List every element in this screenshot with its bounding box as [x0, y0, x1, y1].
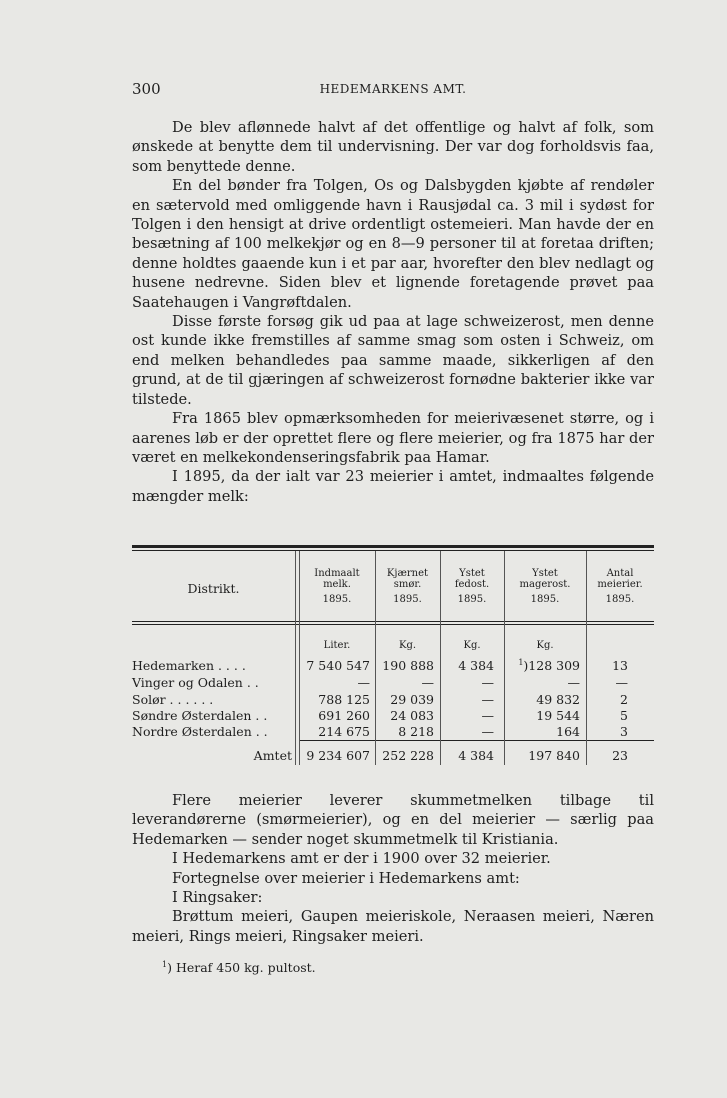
footnote-text: ) Heraf 450 kg. pultost.: [167, 960, 316, 976]
cell-smor: 8 218: [398, 724, 434, 739]
cell-melk: 214 675: [318, 724, 370, 739]
cell-fedost: 4 384: [458, 658, 494, 673]
cell-magerost: 19 544: [536, 708, 580, 723]
total-melk: 9 234 607: [306, 748, 370, 763]
paragraph: Fra 1865 blev opmærksomheden for meierivæsenet større, og i aarenes løb er der oprettet flere og flere meierier, og fra 1875 har der været en melkekondenseringsfabrik paa Hamar.: [132, 410, 654, 466]
total-label: Amtet: [253, 748, 292, 763]
unit-label: Liter.: [323, 640, 351, 651]
cell-magerost: 164: [556, 724, 580, 739]
cell-fedost: —: [481, 692, 494, 707]
district-name: Hedemarken . . . .: [132, 658, 246, 673]
header-rule: [132, 621, 654, 622]
cell-antal: 5: [620, 708, 628, 723]
footnote: [162, 960, 316, 975]
footnote-mark: 1: [162, 960, 168, 969]
total-smor: 252 228: [382, 748, 434, 763]
paragraph: Brøttum meieri, Gaupen meieriskole, Neraasen meieri, Næren meieri, Rings meieri, Ringsaker meieri.: [132, 908, 654, 945]
district-name: Nordre Østerdalen . .: [132, 724, 268, 739]
cell-antal: 3: [620, 724, 628, 739]
paragraph: I 1895, da der ialt var 23 meierier i amtet, indmaaltes følgende mængder melk:: [132, 468, 654, 505]
cell-smor: —: [421, 675, 434, 690]
district-name: Søndre Østerdalen . .: [132, 708, 268, 723]
cell-antal: 2: [620, 692, 628, 707]
table-top-rule: [132, 545, 654, 548]
cell-magerost: 49 832: [536, 692, 580, 707]
paragraph: Flere meierier leverer skummetmelken tilbage til leverandørerne (smørmeierier), og en del meierier — særlig paa Hedemarken — sender noget skummetmelk til Kristiania.: [132, 792, 654, 848]
table-top-rule-thin: [132, 550, 654, 551]
column-header-magerost: Ystet magerost. 1895.: [519, 568, 571, 605]
cell-fedost: —: [481, 675, 494, 690]
footnote-marker: 1: [518, 658, 524, 667]
total-antal: 23: [612, 748, 628, 763]
unit-label: Kg.: [536, 640, 554, 651]
unit-label: Kg.: [463, 640, 481, 651]
column-header-smor: Kjærnet smør. 1895.: [386, 568, 429, 605]
column-header-melk: Indmaalt melk. 1895.: [314, 568, 360, 605]
district-column-header: Distrikt.: [187, 581, 240, 596]
district-name: Solør . . . . . .: [132, 692, 214, 707]
paragraph: I Ringsaker:: [172, 889, 263, 907]
dairy-table: [132, 545, 654, 767]
column-divider: [295, 551, 296, 765]
paragraph: De blev aflønnede halvt af det offentlige og halvt af folk, som ønskede at benytte dem til undervisning. Der var dog forholdsvis faa, som benyttede denne.: [132, 119, 654, 175]
total-rule: [299, 740, 654, 741]
cell-smor: 190 888: [382, 658, 434, 673]
cell-melk: 7 540 547: [306, 658, 370, 673]
header-rule-2: [132, 624, 654, 625]
cell-melk: —: [357, 675, 370, 690]
cell-smor: 24 083: [390, 708, 434, 723]
body-text-bottom: [132, 791, 654, 946]
page-header: [132, 80, 654, 100]
district-name: Vinger og Odalen . .: [132, 675, 259, 690]
cell-antal: 13: [612, 658, 628, 673]
paragraph: Disse første forsøg gik ud paa at lage schweizerost, men denne ost kunde ikke fremstilles af samme smag som osten i Schweiz, om end melken behandledes paa samme maade, sikkerligen af den grund, at de til gjæringen af schweizerost fornødne bakterier ikke var tilstede.: [132, 313, 654, 408]
body-text-top: [132, 118, 654, 506]
paragraph: I Hedemarkens amt er der i 1900 over 32 meierier.: [172, 850, 551, 868]
total-magerost: 197 840: [528, 748, 580, 763]
column-header-fedost: Ystet fedost. 1895.: [454, 568, 490, 605]
cell-antal: —: [615, 675, 628, 690]
cell-magerost: —: [567, 675, 580, 690]
unit-label: Kg.: [398, 640, 417, 651]
paragraph: Fortegnelse over meierier i Hedemarkens amt:: [172, 869, 520, 887]
cell-magerost: $^1$)128 309: [518, 658, 580, 674]
column-header-antal: Antal meierier. 1895.: [597, 568, 643, 605]
cell-smor: 29 039: [390, 692, 434, 707]
total-fedost: 4 384: [458, 748, 494, 763]
cell-melk: 788 125: [318, 692, 370, 707]
paragraph: En del bønder fra Tolgen, Os og Dalsbygden kjøbte af rendøler en sætervold med omliggende havn i Rausjødal ca. 3 mil i sydøst for Tolgen i den hensigt at drive ordentligt ostemeieri. Man havde der en besætning af 100 melkekjør og en 8—9 personer til at foretaa driften; denne holdtes gaaende kun i et par aar, hvorefter den blev nedlagt og husene nedrevne. Siden blev et lignende foretagende prøvet paa Saatehaugen i Vangrøftdalen.: [132, 177, 654, 311]
page-number: 300: [132, 80, 161, 98]
cell-fedost: —: [481, 724, 494, 739]
cell-melk: 691 260: [318, 708, 370, 723]
cell-fedost: —: [481, 708, 494, 723]
running-title: HEDEMARKENS AMT.: [319, 82, 467, 96]
